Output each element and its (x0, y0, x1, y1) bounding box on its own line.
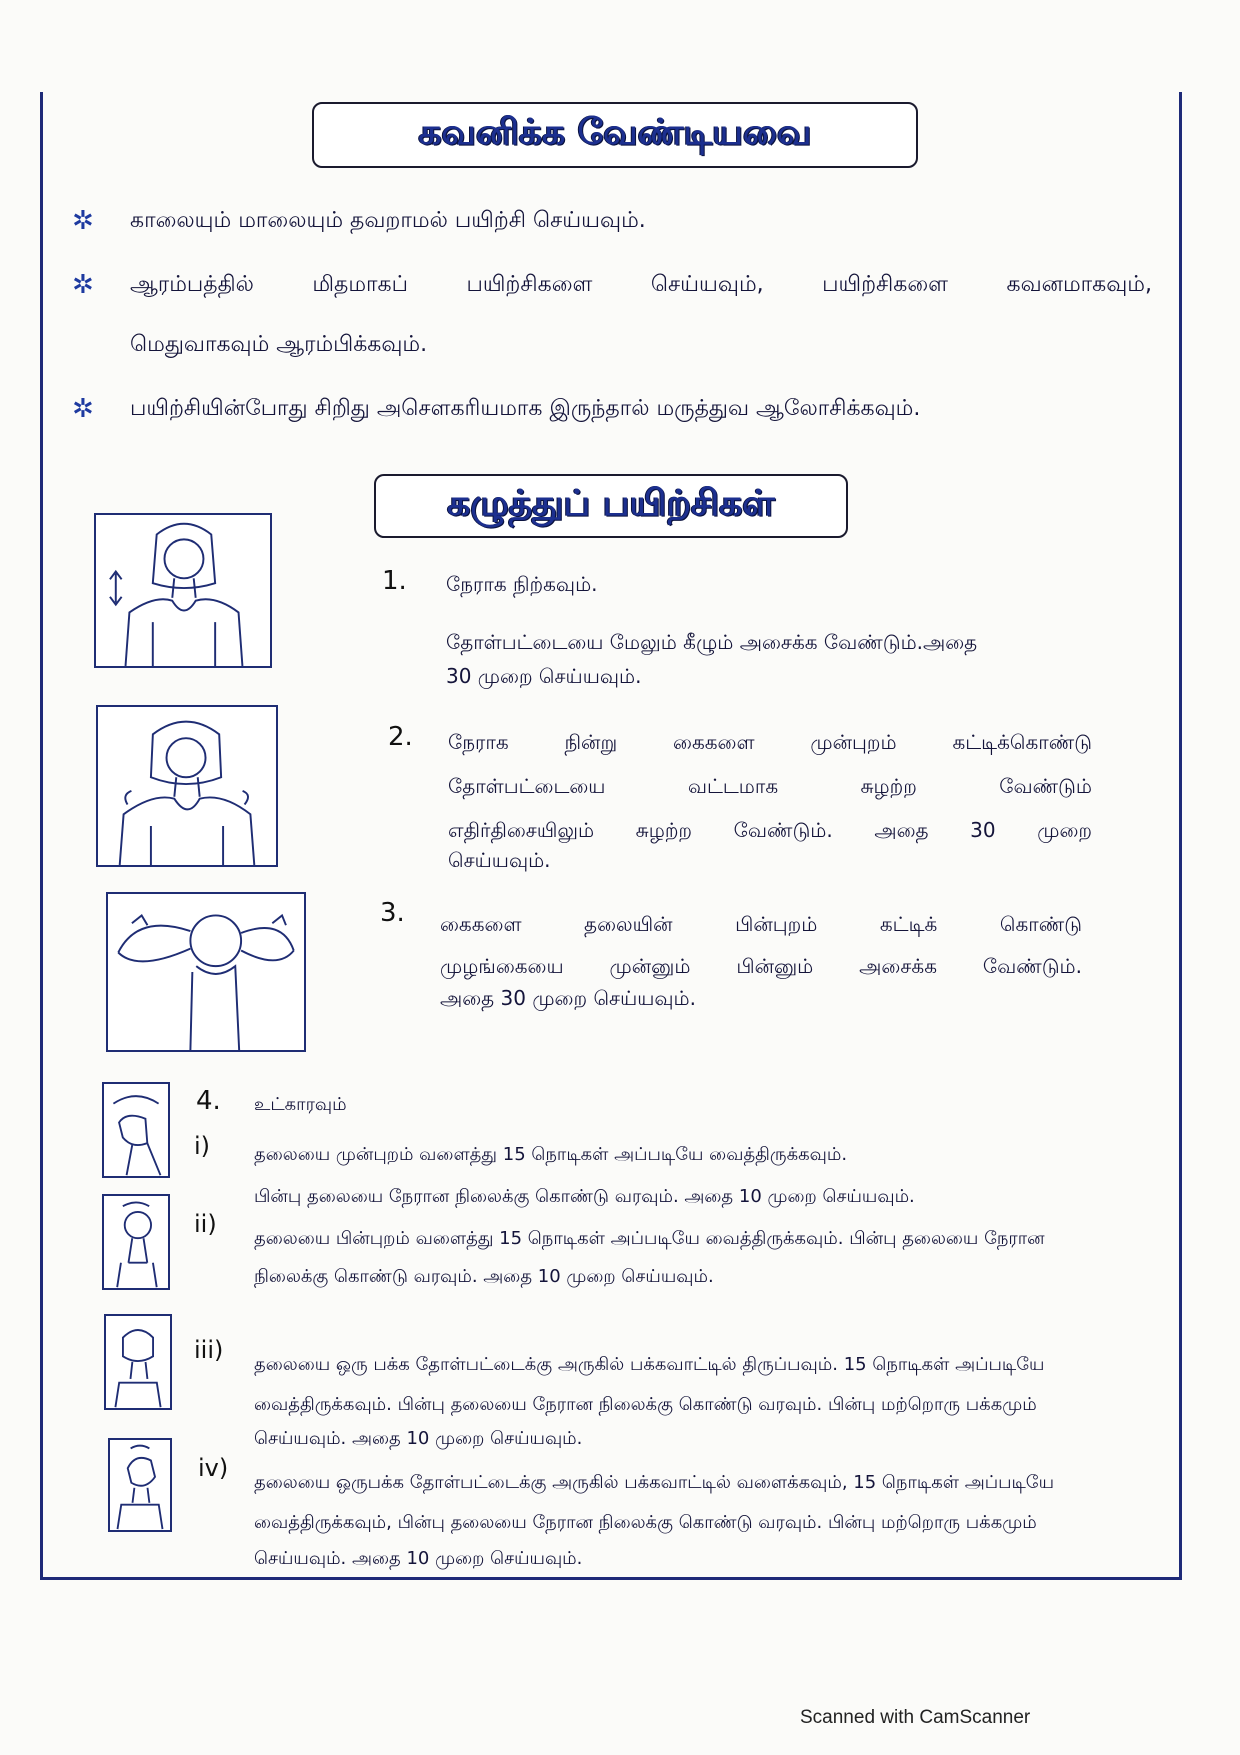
exercise-1-line-2: தோள்பட்டையை மேலும் கீழும் அசைக்க வேண்டும்.அதை (446, 630, 978, 654)
exercise-1-line-1: நேராக நிற்கவும். (446, 572, 598, 596)
exercise-1-line-3: 30 முறை செய்யவும். (446, 664, 642, 688)
exercise-2-line-3: எதிர்திசையிலும் சுழற்ற வேண்டும். அதை 30 முறை (448, 818, 1092, 842)
asterisk-bullet-icon: ✲ (72, 270, 94, 300)
exercise-4i-label: i) (194, 1132, 211, 1160)
head-turn-side-illustration (104, 1314, 172, 1410)
precaution-3: பயிற்சியின்போது சிறிது அசௌகரியமாக இருந்தால் மருத்துவ ஆலோசிக்கவும். (130, 396, 921, 421)
head-forward-bend-illustration (102, 1082, 170, 1178)
exercise-4iii-line-2: வைத்திருக்கவும். பின்பு தலையை நேரான நிலைக்கு கொண்டு வரவும். பின்பு மற்றொரு பக்கமும் (254, 1394, 1037, 1415)
exercise-4iv-line-2: வைத்திருக்கவும், பின்பு தலையை நேரான நிலைக்கு கொண்டு வரவும். பின்பு மற்றொரு பக்கமும் (254, 1512, 1037, 1533)
exercise-2-line-4: செய்யவும். (448, 848, 551, 872)
neck-exercises-heading: கழுத்துப் பயிற்சிகள் (374, 474, 848, 538)
exercise-2-line-1: நேராக நின்று கைகளை முன்புறம் கட்டிக்கொண்டு (448, 730, 1092, 754)
precautions-heading: கவனிக்க வேண்டியவை (312, 102, 918, 168)
shoulder-shrug-illustration (94, 513, 272, 668)
asterisk-bullet-icon: ✲ (72, 394, 94, 424)
exercise-4iv-label: iv) (198, 1454, 229, 1482)
exercise-4ii-line-1: தலையை பின்புறம் வளைத்து 15 நொடிகள் அப்படியே வைத்திருக்கவும். பின்பு தலையை நேரான (254, 1228, 1045, 1249)
precaution-1: காலையும் மாலையும் தவறாமல் பயிற்சி செய்யவும். (130, 208, 646, 233)
exercise-4iii-label: iii) (194, 1336, 224, 1364)
exercise-2-number: 2. (388, 722, 413, 752)
exercise-4iv-line-1: தலையை ஒருபக்க தோள்பட்டைக்கு அருகில் பக்கவாட்டில் வளைக்கவும், 15 நொடிகள் அப்படியே (254, 1472, 1055, 1493)
exercise-2-line-2: தோள்பட்டையை வட்டமாக சுழற்ற வேண்டும் (448, 774, 1092, 798)
head-tilt-side-illustration (108, 1438, 172, 1532)
exercise-3-number: 3. (380, 898, 405, 928)
exercise-4i-line-2: பின்பு தலையை நேரான நிலைக்கு கொண்டு வரவும். அதை 10 முறை செய்யவும். (254, 1186, 915, 1207)
asterisk-bullet-icon: ✲ (72, 206, 94, 236)
exercise-4iii-line-3: செய்யவும். அதை 10 முறை செய்யவும். (254, 1428, 583, 1449)
precaution-2-line-1: ஆரம்பத்தில் மிதமாகப் பயிற்சிகளை செய்யவும், பயிற்சிகளை கவனமாகவும், (130, 272, 1152, 297)
exercise-3-line-2: முழங்கையை முன்னும் பின்னும் அசைக்க வேண்டும். (440, 954, 1082, 978)
scanner-watermark: Scanned with CamScanner (800, 1707, 1031, 1728)
exercise-4ii-label: ii) (194, 1210, 217, 1238)
exercise-4iii-line-1: தலையை ஒரு பக்க தோள்பட்டைக்கு அருகில் பக்கவாட்டில் திருப்பவும். 15 நொடிகள் அப்படியே (254, 1354, 1045, 1375)
exercise-1-number: 1. (382, 566, 407, 596)
shoulder-rotation-illustration (96, 705, 278, 867)
head-backward-bend-illustration (102, 1194, 170, 1290)
hands-behind-head-illustration (106, 892, 306, 1052)
precaution-2-line-2: மெதுவாகவும் ஆரம்பிக்கவும். (130, 332, 428, 357)
exercise-4-number: 4. (196, 1086, 221, 1116)
exercise-3-line-3: அதை 30 முறை செய்யவும். (440, 986, 696, 1010)
exercise-4ii-line-2: நிலைக்கு கொண்டு வரவும். அதை 10 முறை செய்யவும். (254, 1266, 714, 1287)
exercise-4-title: உட்காரவும் (254, 1094, 347, 1115)
exercise-3-line-1: கைகளை தலையின் பின்புறம் கட்டிக் கொண்டு (440, 912, 1082, 936)
exercise-4iv-line-3: செய்யவும். அதை 10 முறை செய்யவும். (254, 1548, 583, 1569)
exercise-4i-line-1: தலையை முன்புறம் வளைத்து 15 நொடிகள் அப்படியே வைத்திருக்கவும். (254, 1144, 848, 1165)
